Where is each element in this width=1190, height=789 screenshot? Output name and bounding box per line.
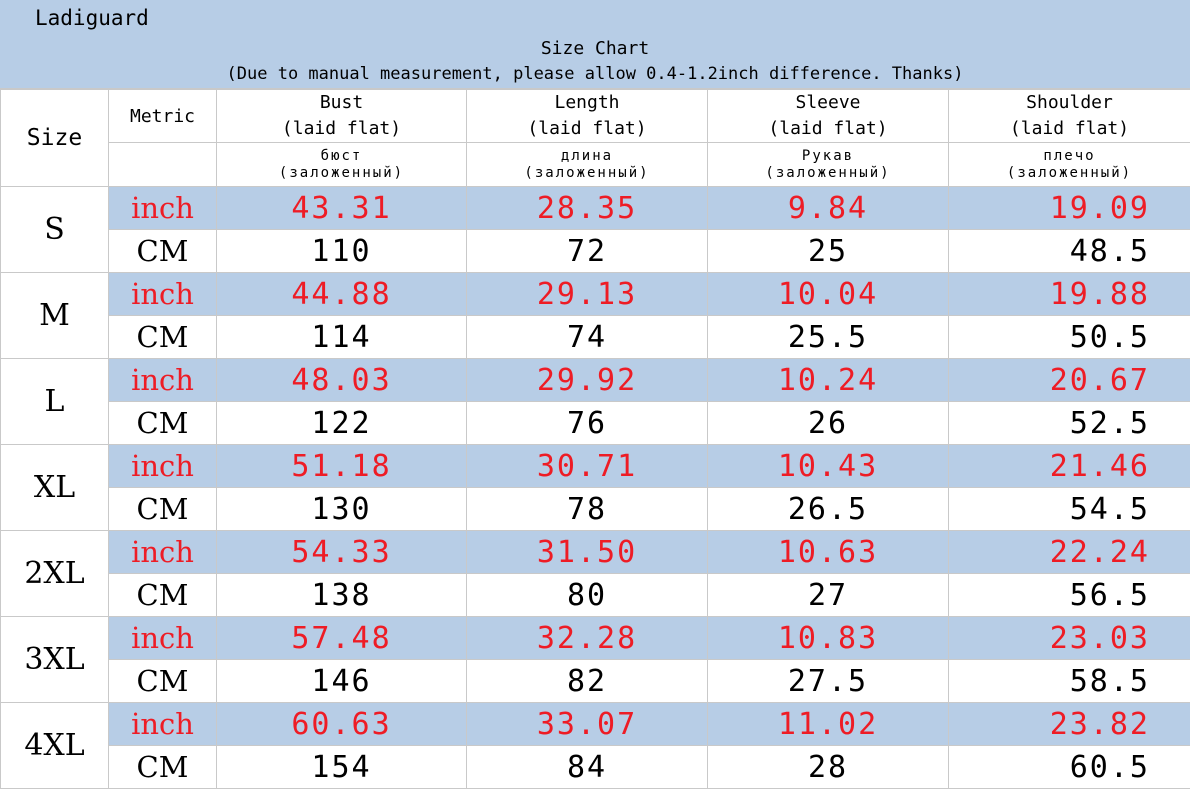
header-row-en [1, 90, 1190, 143]
measurement-cell: 56.5 [949, 574, 1190, 617]
measurement-cell: 110 [217, 230, 467, 273]
length-sublabel: (laid flat) [527, 118, 647, 139]
inch-unit-label: inch [109, 187, 217, 230]
inch-unit-label: inch [109, 531, 217, 574]
table-row [1, 660, 1190, 703]
measurement-cell: 76 [467, 402, 708, 445]
shoulder-label: Shoulder [1026, 92, 1113, 113]
size-label: 3XL [1, 617, 109, 703]
table-row [1, 316, 1190, 359]
measurement-cell: 54.33 [217, 531, 467, 574]
measurement-cell: 10.24 [708, 359, 949, 402]
length-label: Length [554, 92, 620, 113]
brand-name: Ladiguard [35, 6, 149, 30]
measurement-cell: 130 [217, 488, 467, 531]
inch-unit-label: inch [109, 617, 217, 660]
measurement-cell: 11.02 [708, 703, 949, 746]
table-row [1, 445, 1190, 488]
table-row [1, 230, 1190, 273]
size-label: XL [1, 445, 109, 531]
bust-ru-label: бюст [320, 147, 363, 164]
size-label: S [1, 187, 109, 273]
measurement-cell: 44.88 [217, 273, 467, 316]
table-row [1, 574, 1190, 617]
bust-sublabel: (laid flat) [281, 118, 402, 139]
measurement-cell: 29.13 [467, 273, 708, 316]
measurement-cell: 28 [708, 746, 949, 789]
cm-unit-label: CM [109, 488, 217, 531]
measurement-cell: 10.83 [708, 617, 949, 660]
table-row [1, 187, 1190, 230]
inch-unit-label: inch [109, 359, 217, 402]
inch-unit-label: inch [109, 445, 217, 488]
table-row [1, 531, 1190, 574]
size-label: 2XL [1, 531, 109, 617]
measurement-cell: 21.46 [949, 445, 1190, 488]
bust-column-header [217, 90, 467, 143]
table-row [1, 273, 1190, 316]
measurement-cell: 10.04 [708, 273, 949, 316]
metric-column-header: Metric [109, 90, 217, 143]
size-label: M [1, 273, 109, 359]
table-row [1, 359, 1190, 402]
size-table [0, 89, 1190, 789]
shoulder-ru-header [949, 143, 1190, 187]
table-row [1, 703, 1190, 746]
sleeve-column-header [708, 90, 949, 143]
measurement-cell: 20.67 [949, 359, 1190, 402]
measurement-cell: 28.35 [467, 187, 708, 230]
measurement-cell: 26 [708, 402, 949, 445]
measurement-cell: 72 [467, 230, 708, 273]
size-label: L [1, 359, 109, 445]
measurement-cell: 25.5 [708, 316, 949, 359]
measurement-cell: 50.5 [949, 316, 1190, 359]
cm-unit-label: CM [109, 316, 217, 359]
measurement-cell: 114 [217, 316, 467, 359]
sleeve-ru-header [708, 143, 949, 187]
measurement-cell: 78 [467, 488, 708, 531]
measurement-cell: 138 [217, 574, 467, 617]
shoulder-ru-label: плечо [1043, 147, 1096, 164]
measurement-cell: 23.03 [949, 617, 1190, 660]
measurement-cell: 23.82 [949, 703, 1190, 746]
sleeve-ru-sublabel: (заложенный) [765, 164, 891, 181]
size-label: 4XL [1, 703, 109, 789]
measurement-cell: 84 [467, 746, 708, 789]
measurement-cell: 43.31 [217, 187, 467, 230]
measurement-cell: 10.63 [708, 531, 949, 574]
measurement-cell: 31.50 [467, 531, 708, 574]
measurement-cell: 22.24 [949, 531, 1190, 574]
header-row-ru [1, 143, 1190, 187]
cm-unit-label: CM [109, 230, 217, 273]
measurement-cell: 29.92 [467, 359, 708, 402]
length-column-header [467, 90, 708, 143]
measurement-cell: 57.48 [217, 617, 467, 660]
length-ru-sublabel: (заложенный) [524, 164, 650, 181]
measurement-cell: 82 [467, 660, 708, 703]
measurement-cell: 54.5 [949, 488, 1190, 531]
measurement-cell: 154 [217, 746, 467, 789]
measurement-cell: 48.03 [217, 359, 467, 402]
measurement-cell: 10.43 [708, 445, 949, 488]
length-ru-label: длина [560, 147, 614, 164]
table-row [1, 402, 1190, 445]
measurement-note: (Due to manual measurement, please allow 0.4-1.2inch difference. Thanks) [226, 64, 964, 84]
measurement-cell: 30.71 [467, 445, 708, 488]
measurement-cell: 74 [467, 316, 708, 359]
cm-unit-label: CM [109, 574, 217, 617]
sleeve-ru-label: Рукав [801, 147, 855, 164]
measurement-cell: 19.88 [949, 273, 1190, 316]
measurement-cell: 48.5 [949, 230, 1190, 273]
table-row [1, 617, 1190, 660]
measurement-cell: 27 [708, 574, 949, 617]
measurement-cell: 146 [217, 660, 467, 703]
bust-label: Bust [319, 92, 364, 113]
bust-ru-header [217, 143, 467, 187]
table-row [1, 746, 1190, 789]
cm-unit-label: CM [109, 402, 217, 445]
measurement-cell: 26.5 [708, 488, 949, 531]
table-row [1, 488, 1190, 531]
cm-unit-label: CM [109, 746, 217, 789]
measurement-cell: 60.5 [949, 746, 1190, 789]
measurement-cell: 58.5 [949, 660, 1190, 703]
inch-unit-label: inch [109, 703, 217, 746]
metric-blank-cell [109, 143, 217, 187]
bust-ru-sublabel: (заложенный) [278, 164, 405, 181]
shoulder-ru-sublabel: (заложенный) [1006, 164, 1133, 181]
measurement-cell: 27.5 [708, 660, 949, 703]
chart-header [0, 0, 1190, 89]
measurement-cell: 19.09 [949, 187, 1190, 230]
sleeve-label: Sleeve [795, 92, 861, 113]
sleeve-sublabel: (laid flat) [768, 118, 888, 139]
measurement-cell: 122 [217, 402, 467, 445]
measurement-cell: 32.28 [467, 617, 708, 660]
inch-unit-label: inch [109, 273, 217, 316]
shoulder-column-header [949, 90, 1190, 143]
chart-title: Size Chart [540, 38, 650, 59]
cm-unit-label: CM [109, 660, 217, 703]
measurement-cell: 52.5 [949, 402, 1190, 445]
measurement-cell: 80 [467, 574, 708, 617]
measurement-cell: 9.84 [708, 187, 949, 230]
measurement-cell: 51.18 [217, 445, 467, 488]
measurement-cell: 60.63 [217, 703, 467, 746]
shoulder-sublabel: (laid flat) [1009, 118, 1130, 139]
length-ru-header [467, 143, 708, 187]
size-column-header: Size [1, 90, 109, 187]
measurement-cell: 25 [708, 230, 949, 273]
measurement-cell: 33.07 [467, 703, 708, 746]
